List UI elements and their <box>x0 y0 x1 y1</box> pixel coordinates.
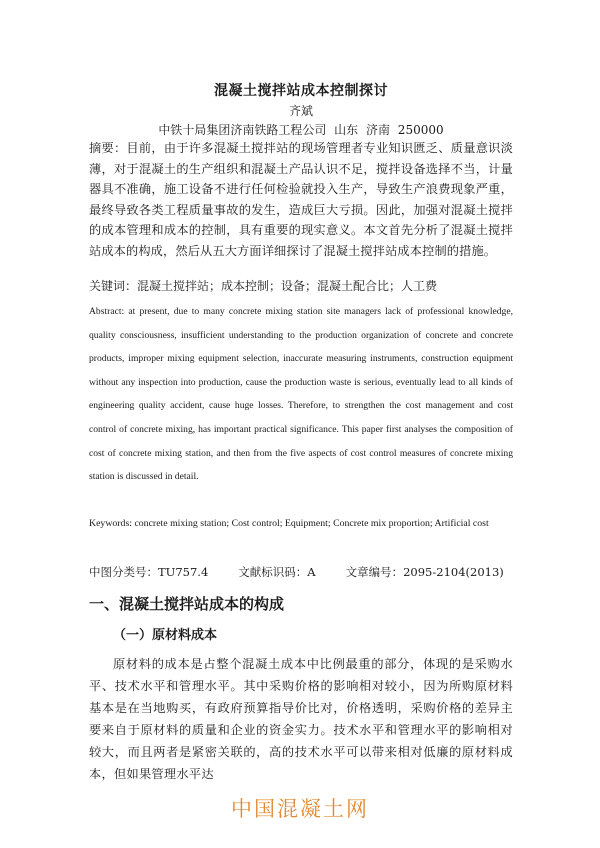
classification-number: 中图分类号：TU757.4 <box>89 565 209 579</box>
paper-title: 混凝土搅拌站成本控制探讨 <box>214 83 388 99</box>
document-code: 文献标识码：A <box>238 565 316 579</box>
site-watermark: 中国混凝土网 <box>231 797 369 821</box>
section-heading: 一、混凝土搅拌站成本的构成 <box>89 595 285 613</box>
author-affiliation: 中铁十局集团济南铁路工程公司 山东 济南 250000 <box>158 123 444 137</box>
article-number: 文章编号：2095-2104(2013) <box>345 565 504 579</box>
subsection-heading: （一）原材料成本 <box>113 628 218 643</box>
keywords-english: Keywords: concrete mixing station; Cost control; Equipment; Concrete mix proportion; Artificial cost <box>89 518 489 529</box>
abstract-english: Abstract: at present, due to many concrete mixing station site managers lack of professional knowledge, quality consciousness, insufficient understanding to the production organization of concrete and concrete products, improper mixing equipment selection, inaccurate measuring instruments, construction equipment without any inspection into production, cause the production waste is serious, eventually lead to all kinds of engineering quality accident, cause huge losses. Therefore, to strengthen the cost management and cost control of concrete mixing, has important practical significance. This paper first analyses the composition of cost of concrete mixing station, and then from the five aspects of cost control measures of concrete mixing station is discussed in detail. <box>89 306 513 483</box>
author-name: 齐斌 <box>288 104 313 118</box>
body-paragraph: 原材料的成本是占整个混凝土成本中比例最重的部分，体现的是采购水平、技术水平和管理水平。其中采购价格的影响相对较小，因为所购原材料基本是在当地购买，有政府预算指导价比对，价格透明，采购价格的差异主要来自于原材料的质量和企业的资金实力。技术水平和管理水平的影响相对较大，而且两者是紧密关联的，高的技术水平可以带来相对低廉的原材料成本，但如果管理水平达 <box>89 657 513 781</box>
classification-line <box>89 562 513 582</box>
keywords-chinese: 关键词：混凝土搅拌站；成本控制；设备；混凝土配合比；人工费 <box>89 279 438 293</box>
abstract-chinese: 摘要：目前，由于许多混凝土搅拌站的现场管理者专业知识匮乏、质量意识淡薄，对于混凝土的生产组织和混凝土产品认识不足，搅拌设备选择不当，计量器具不准确，施工设备不进行任何检验就投入生产，导致生产浪费现象严重，最终导致各类工程质量事故的发生，造成巨大亏损。因此，加强对混凝土搅拌的成本管理和成本的控制，具有重要的现实意义。本文首先分析了混凝土搅拌站成本的构成，然后从五大方面详细探讨了混凝土搅拌站成本控制的措施。 <box>89 141 513 258</box>
